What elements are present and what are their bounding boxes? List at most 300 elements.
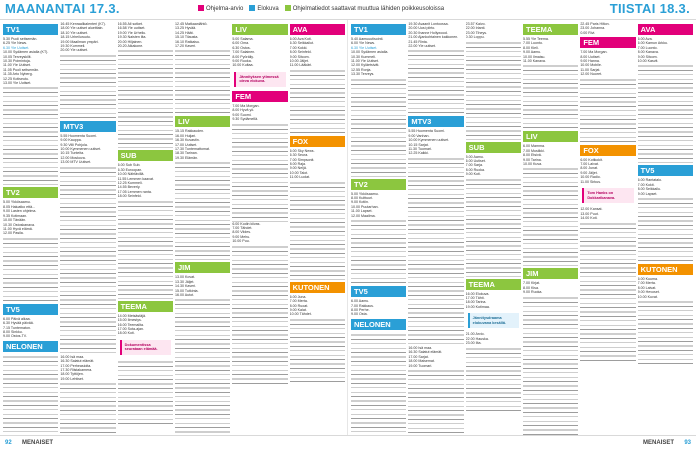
program-line: 9.00 Osta.: [351, 312, 368, 317]
program-line: 20.00 Hiljainen.: [117, 39, 143, 44]
program-line: 5.00 Ykkösaamu.: [3, 200, 31, 205]
program-line: 9.00 Ruoka.: [232, 59, 252, 64]
program-text-block: [118, 48, 173, 148]
program-text-block: [351, 218, 406, 284]
channel-header-ava: AVA: [290, 24, 345, 35]
program-text-block: [580, 77, 635, 143]
program-line: 8.00 Perhe.: [351, 307, 370, 312]
program-line: 7.00 Luonto.: [637, 45, 658, 50]
program-line: 11.55 Lemmen kaavat.: [117, 176, 154, 181]
program-line: 6.30 Yle Uutiset.: [351, 45, 378, 50]
left-column-3: [118, 22, 173, 435]
program-text-block: [290, 180, 345, 280]
program-line: 12.00 Pasila.: [3, 231, 24, 236]
program-text-block: [175, 48, 230, 114]
program-line: 22.45 Paris Hilton.: [580, 22, 610, 26]
program-line: 9.00 Ruoka.: [522, 290, 543, 295]
program-line: 6.30 Seikkailut.: [289, 41, 315, 46]
program-line: 11.00 Lääkäri.: [289, 63, 313, 68]
left-page-grid: [3, 22, 345, 435]
program-line: 12.00 Nuoret.: [580, 72, 603, 77]
program-line: 10.00 Sydämen asialla (KT).: [3, 50, 49, 55]
program-line: 11.00 Yle Uutiset.: [3, 63, 32, 68]
right-column-2: [408, 22, 463, 435]
right-page-grid: [351, 22, 693, 435]
program-line: 11.00 Kanava.: [522, 59, 546, 64]
program-line: 9.30 Sydämellä.: [232, 117, 259, 122]
program-line: 9.00 Tarina.: [522, 157, 542, 162]
program-line: 7.00 Laivat.: [580, 162, 599, 167]
program-line: 18.30 Tarinan.: [174, 151, 198, 156]
program-line: 9.30 Villi Pohjola.: [60, 142, 88, 147]
program-line: 18.00 Maisemat.: [408, 359, 435, 364]
program-line: 9.00 Lapset.: [637, 191, 658, 196]
program-line: 19.00 Kotimaa.: [465, 304, 490, 309]
program-line: 8.00 Pyöräily.: [232, 54, 254, 59]
program-line: 16.30 Kuvastin.: [174, 138, 200, 143]
program-line: 15.15 Rakkauden.: [174, 129, 205, 134]
program-line: 23.00 Ilta.: [465, 341, 482, 346]
program-line: 12.55 Ronja.: [351, 67, 372, 72]
promo-box: Dokumentissa seurataan elämää.: [120, 340, 171, 355]
channel-header-nelonen: NELONEN: [351, 319, 406, 330]
program-line: 17.00 Tähti.: [465, 296, 485, 301]
channel-header-kutonen: KUTONEN: [290, 282, 345, 293]
program-line: 6.00 Päivä alkaa.: [3, 316, 31, 321]
right-column-3: [466, 22, 521, 435]
program-text-block: [408, 156, 463, 346]
program-line: 13.00 MTV Uutiset.: [60, 160, 92, 165]
program-text-block: [408, 48, 463, 114]
program-line: 10.00 Jäljet.: [289, 59, 310, 64]
program-line: 5.00 Aamu.: [465, 154, 484, 159]
program-line: 6.00 Sky News.: [289, 148, 315, 153]
left-column-2: [60, 22, 115, 435]
program-line: 9.00 Koti.: [465, 172, 481, 177]
program-line: 18.10 Yle uutiset.: [60, 30, 89, 35]
channel-header-liv: LIV: [523, 131, 578, 142]
program-line: 10.00 Kuvat.: [637, 294, 658, 299]
program-line: 8.00 Ruoka.: [465, 167, 486, 172]
program-text-block: [175, 297, 230, 435]
program-line: 10.00 Tänään.: [3, 218, 27, 223]
program-line: 13.25 Hyvää.: [174, 26, 197, 31]
program-text-block: [118, 359, 173, 425]
program-line: 7.00 Ma Morgan.: [580, 50, 608, 55]
program-line: 8.00 Viides.: [232, 230, 252, 235]
channel-header-mtv3: MTV3: [60, 121, 115, 132]
channel-header-tv2: TV2: [3, 187, 58, 198]
channel-header-tv5: TV5: [3, 304, 58, 315]
channel-header-sub: SUB: [466, 142, 521, 153]
program-text-block: [3, 85, 58, 185]
left-column-4: [175, 22, 230, 435]
program-line: 14.55 Beverly.: [117, 185, 141, 190]
program-text-block: [523, 166, 578, 266]
program-line: 16.30 Salatut elämät.: [60, 359, 95, 364]
program-line: 9.00 Hevoset.: [637, 290, 660, 295]
program-line: 13.30 Jäljet.: [174, 279, 195, 284]
program-line: 13.00 Puut.: [580, 211, 599, 216]
program-line: 5.55 Huomenta Suomi.: [408, 129, 446, 134]
channel-header-kutonen: KUTONEN: [638, 264, 693, 275]
legend-item-rating: Ohjelma-arvio: [198, 5, 243, 12]
channel-header-mtv3: MTV3: [408, 116, 463, 127]
program-line: 8.00 Junat.: [580, 166, 599, 171]
program-line: 8.00 Laivat.: [637, 285, 657, 290]
program-line: 16.00 Teemailta.: [117, 322, 144, 327]
page-footer: [0, 435, 696, 450]
program-line: 8.00 Hyvä yö.: [232, 108, 255, 113]
program-text-block: [408, 368, 463, 434]
program-line: 10.00 Radio.: [580, 175, 601, 180]
program-line: 19.00 Lehtiset.: [60, 376, 84, 381]
program-line: 11.00 Luolat.: [289, 175, 311, 180]
program-line: 19.00 Tuomari.: [408, 363, 433, 368]
program-line: 6.00 Kamun Arkku.: [637, 41, 669, 46]
channel-header-fem: FEM: [580, 37, 635, 48]
channel-header-liv: LIV: [175, 116, 230, 127]
program-line: 11.30 Tuomari.: [408, 147, 433, 152]
program-line: 8.00 Uutiset.: [580, 54, 601, 59]
program-line: 8.00 Kisa.: [522, 285, 539, 290]
program-line: 10.30 Kummeli.: [351, 54, 376, 59]
channel-header-tv1: TV1: [351, 24, 406, 35]
program-line: 9.00 Kalat.: [289, 307, 307, 312]
program-line: 6.00 Ava.: [637, 37, 653, 41]
program-line: 8.00 Ruoat.: [289, 303, 309, 308]
program-line: 6.00 Uutiset.: [465, 159, 486, 164]
promo-box: Tom Hanks on Dokkarikanava.: [582, 188, 633, 203]
program-text-block: [3, 354, 58, 435]
program-line: 6.30 Euroopan.: [117, 167, 143, 172]
program-line: 21.00 Ajankohtainen kakkonen.: [408, 35, 459, 40]
program-line: 17.05 Lemmen ranta.: [117, 189, 152, 194]
program-line: 7.00 Kirjat.: [522, 281, 541, 286]
program-text-block: [466, 40, 521, 140]
program-line: 16.00 Elokuva.: [465, 291, 490, 296]
program-line: 10.00 Puutarhan.: [351, 204, 379, 209]
program-line: 10.00 Puu.: [232, 239, 250, 244]
program-line: 12.00 Moskova.: [60, 155, 86, 160]
program-line: 12.45 Matkaanlähtö.: [174, 22, 208, 26]
program-line: 6.00 Rantatalo.: [637, 178, 663, 183]
program-line: 11.00 Yle Uutiset.: [351, 59, 380, 64]
program-line: 9.00 Aamu.: [522, 50, 542, 55]
right-column-6: [638, 22, 693, 435]
rating-swatch-icon: [198, 5, 204, 11]
program-line: 16.58 Yle uutiset.: [117, 26, 146, 31]
channel-header-jim: JIM: [175, 262, 230, 273]
program-line: 12.00 Maailma.: [351, 213, 376, 218]
program-line: 7.00 Tähdet.: [232, 226, 253, 231]
film-swatch-icon: [249, 5, 255, 11]
program-text-block: [232, 244, 287, 384]
program-line: 7.00 Merta.: [637, 281, 656, 286]
program-text-block: [290, 317, 345, 383]
program-text-block: [232, 122, 287, 222]
program-line: 16.10 Ratkaisu.: [174, 39, 200, 44]
day-title-left: MAANANTAI 17.3.: [5, 1, 120, 16]
program-line: 16.00 Huijari.: [174, 133, 197, 138]
program-text-block: [118, 199, 173, 299]
program-line: 14.25 Häät.: [174, 30, 194, 35]
program-line: 7.00 Kokki.: [289, 45, 308, 50]
program-line: 18.00 Tarina.: [465, 300, 487, 305]
program-line: 15.10 Tilausta.: [174, 35, 199, 40]
channel-header-tv2: TV2: [351, 179, 406, 190]
program-line: 19.00 Yle Urheilu.: [117, 30, 147, 35]
program-line: 6.00 Kotikokit.: [580, 157, 603, 162]
program-line: 16.00 Isä maa.: [60, 354, 85, 359]
program-text-block: [638, 196, 693, 262]
program-line: 10.00 Kultaa.: [232, 63, 254, 68]
program-line: 10.00 Mobile.: [580, 63, 602, 68]
promo-box: Jännitysdraama elokuvana kesällä.: [468, 313, 519, 328]
program-line: 7.00 Kokit.: [637, 182, 655, 187]
program-line: 7.00 Sarja.: [465, 163, 484, 168]
program-line: 20.30 Ihanne Hollywood.: [408, 30, 448, 35]
program-line: 6.00 Ava Koti.: [289, 37, 312, 41]
program-line: 9.00 Jäljet.: [580, 170, 598, 175]
program-line: 5.40 Aamuuutisointi.: [351, 37, 384, 41]
program-line: 7.00 Ma Morgan.: [232, 104, 260, 109]
program-line: 9.00 Vanhan.: [408, 133, 430, 138]
program-line: 8.00 Sinkku.: [3, 329, 23, 334]
program-text-block: [60, 53, 115, 119]
program-line: 7.00 Merta.: [289, 299, 308, 304]
program-line: 13.00 Yle Uutiset.: [3, 81, 32, 86]
program-line: 9.00 Sitcom.: [289, 54, 310, 59]
program-line: 22.00 Yle uutiset.: [408, 44, 437, 49]
right-column-5: [580, 22, 635, 435]
program-line: 20.00 Yle uutiset.: [60, 48, 89, 53]
channel-header-ava: AVA: [638, 24, 693, 35]
program-line: 6.30 Yle Uutiset.: [3, 45, 30, 50]
program-line: 10.15 Sarjat.: [408, 142, 429, 147]
program-line: 18.00 Tyttöjen.: [60, 372, 84, 377]
channel-header-liv-2: LIV: [232, 24, 287, 35]
program-line: 6.00 Kuuma.: [637, 277, 659, 282]
page-number-left: 92: [5, 440, 12, 446]
program-line: 22.00 Hauska.: [465, 336, 489, 341]
channel-header-tv5: TV5: [638, 165, 693, 176]
program-line: 5.55 Yle Teema.: [522, 37, 549, 41]
program-line: 8.00 Etsivä.: [522, 153, 542, 158]
program-line: 8.00 Kulttuuri.: [351, 196, 374, 201]
program-line: 19.30 Naisten ilta.: [117, 35, 147, 40]
program-line: 21.00 Arvio.: [465, 332, 485, 337]
program-line: 17.30 Riistakamera.: [60, 367, 93, 372]
program-line: 23.57 Kaivo.: [465, 22, 486, 26]
program-line: 19.30 Elämän.: [174, 155, 199, 160]
program-line: 12.25 Kaikki.: [408, 151, 429, 156]
left-column-5: [232, 22, 287, 435]
program-line: 10.15 Tunteita.: [60, 151, 85, 156]
program-line: 7.00 Simpsonit.: [289, 157, 315, 162]
program-line: 10.05 Terveyskilit.: [3, 54, 32, 59]
program-line: 8.05 Haluatko että...: [3, 204, 36, 209]
program-line: 14.30 Kaveri.: [174, 284, 197, 289]
program-line: 9.00 Neljä.: [289, 166, 307, 171]
magazine-name-right: MENAISET: [642, 440, 674, 446]
program-line: 11.00 Sirkus.: [580, 179, 602, 184]
channel-header-fox: FOX: [290, 136, 345, 147]
program-line: 7.00 Rakkaus.: [351, 303, 374, 308]
program-line: 7.00 Musiikki.: [522, 148, 545, 153]
program-line: 12.25 Kummeli.: [117, 181, 143, 186]
program-line: 9.00 Sitcom.: [637, 54, 658, 59]
channel-header-sub: SUB: [118, 150, 173, 161]
program-line: 13.00 Kovat.: [174, 275, 196, 280]
program-line: 6.25 Yle News.: [3, 41, 28, 46]
page-header: [0, 0, 696, 20]
program-text-block: [290, 68, 345, 134]
legend-item-notice: Ohjelmatiedot saattavat muuttua lähiden poikkeusoloissa: [285, 5, 444, 12]
program-line: 11.00 Hyvä elämä.: [3, 226, 33, 231]
program-line: 17.30 Tuntemattomat.: [174, 147, 210, 152]
program-line: 16.55 Ali sotket.: [117, 22, 144, 26]
program-text-block: [466, 346, 521, 412]
program-text-block: [60, 165, 115, 355]
program-line: 10.00 Ilmaisu.: [522, 54, 546, 59]
program-line: 6.00 Oma.: [232, 41, 250, 46]
program-line: 8.00 Raja.: [289, 162, 307, 167]
program-line: 7.00 Salainen.: [232, 50, 256, 55]
legend: [198, 5, 444, 12]
program-line: 8.00 Kanava.: [637, 50, 659, 55]
left-column-1: [3, 22, 58, 435]
notice-swatch-icon: [285, 5, 291, 11]
right-column-4: [523, 22, 578, 435]
program-line: 18.15 Urheiluruutu.: [60, 35, 91, 40]
channel-header-teema: TEEMA: [118, 301, 173, 312]
program-line: 15.00 Ilmestys.: [117, 318, 142, 323]
right-column-1: [351, 22, 406, 435]
program-line: 6.00 Juna.: [289, 294, 307, 299]
program-line: 8.00 Seikkailu.: [637, 187, 662, 192]
program-line: 13.30 Terveys.: [351, 72, 375, 77]
channel-header-teema-2: TEEMA: [523, 24, 578, 35]
page-number-right: 93: [684, 440, 691, 446]
program-line: 21.45 Rinta.: [408, 39, 428, 44]
page-gutter: [347, 20, 348, 435]
program-line: 11.05 Puoli seitsemän.: [3, 67, 40, 72]
day-title-right: TIISTAI 18.3.: [609, 1, 690, 16]
program-line: 7.00 Luonto.: [522, 41, 543, 46]
program-line: 16.45 Kenraalikalenteri (K7).: [60, 22, 106, 26]
program-line: 18.00 Yle uutiset alueittain.: [60, 26, 104, 31]
program-line: 10.00 Sydämen asialla.: [351, 50, 389, 55]
program-line: 6.00 Sub Sub.: [117, 163, 141, 168]
program-text-block: [60, 381, 115, 435]
program-text-block: [175, 160, 230, 260]
program-line: 15.00 Tutkinta.: [174, 288, 199, 293]
program-line: 0.30 Loppu.: [465, 35, 485, 40]
program-line: 10.00 Nähtävillä.: [117, 172, 145, 177]
program-text-block: [638, 63, 693, 163]
program-line: 10.00 Kymmenen uutiset.: [408, 138, 450, 143]
program-line: 10.00 Tähdet.: [289, 312, 312, 317]
program-line: 5.00 Salama.: [232, 37, 254, 41]
channel-header-tv5: TV5: [351, 286, 406, 297]
program-line: 10.00 Talot.: [289, 170, 309, 175]
program-line: 8.00 Seinfeld.: [289, 50, 312, 55]
program-line: 6.30 Ostos.: [232, 45, 251, 50]
program-text-block: [466, 177, 521, 277]
program-line: 11.00 Sarjat.: [580, 67, 601, 72]
program-line: 9.00 Hanna.: [580, 59, 600, 64]
program-line: 16.30 Salatut elämät.: [408, 350, 443, 355]
program-line: 6.00 Kodin kiivas.: [232, 221, 261, 226]
program-line: 17.00 Sarjat.: [408, 354, 429, 359]
program-text-block: [3, 236, 58, 302]
program-line: 9.00 Ostos-TV.: [3, 334, 27, 339]
program-line: 10.00 Kymmenen uutiset.: [60, 147, 102, 152]
program-line: 9.00 Lasten ohjelma.: [3, 209, 37, 214]
program-text-block: [523, 63, 578, 129]
program-line: 9.35 Kotimaan.: [3, 213, 28, 218]
program-line: 5.55 Huomenta Suomi.: [60, 133, 98, 138]
program-line: 23.00 Tiheys.: [465, 30, 488, 35]
program-line: 11.00 Lapset.: [351, 209, 373, 214]
program-line: 6.00 Yle News.: [351, 41, 376, 46]
program-line: 10.30 Ostoskanava.: [3, 222, 35, 227]
program-text-block: [580, 221, 635, 361]
program-line: 5.30 Puoli seitsemän.: [3, 37, 38, 41]
program-line: 6.30 Hyvää päivää.: [3, 321, 34, 326]
program-text-block: [351, 77, 406, 177]
program-line: 10.30 Poimintoja.: [3, 59, 31, 64]
program-line: 22.00 Irlanti.: [465, 26, 486, 31]
program-line: 10.00 Kasvit.: [637, 59, 659, 64]
program-text-block: [351, 332, 406, 435]
legend-item-film: Elokuva: [249, 5, 278, 12]
program-line: 20.20 Aikakone.: [117, 44, 144, 49]
program-line: 20.00 Uusi piirto.: [408, 26, 436, 31]
magazine-name-left: MENAISET: [22, 440, 54, 446]
channel-header-fem: FEM: [232, 91, 287, 102]
program-line: 6.00 Mamma.: [522, 144, 545, 149]
program-line: 19.30 Avaanit Lontoossa.: [408, 22, 449, 26]
program-line: 10.00 Kuva.: [522, 162, 543, 167]
program-line: 12.25 Kotiseutu.: [3, 76, 29, 81]
program-line: 0.00 Rivi.: [580, 30, 596, 35]
program-text-block: [523, 295, 578, 435]
program-line: 18.00 Seinfeld.: [117, 194, 142, 199]
program-line: 16.00 Autot.: [174, 292, 195, 297]
program-line: 17.00 Uutiset.: [174, 142, 198, 147]
program-line: 17.00 Perheasioita.: [60, 363, 92, 368]
program-line: 16.00 Isä maa.: [408, 345, 433, 350]
program-line: 8.00 Kieli.: [522, 45, 539, 50]
channel-header-tv1: TV1: [3, 24, 58, 35]
program-line: 18.00 Koti.: [117, 331, 135, 336]
program-line: 5.00 Ykkösaamu.: [351, 191, 379, 196]
program-line: 11.35 Arto Nyberg.: [3, 72, 33, 77]
program-text-block: [638, 299, 693, 365]
program-line: 9.00 Kotiin.: [351, 200, 369, 205]
program-line: 9.00 Suomi.: [232, 112, 252, 117]
channel-header-fox: FOX: [580, 145, 635, 156]
program-list: [3, 37, 58, 85]
program-line: 17.00 Sota-ajan.: [117, 326, 145, 331]
program-line: 9.00 Mehu.: [232, 234, 251, 239]
left-column-6: [290, 22, 345, 435]
program-line: 6.30 Seura.: [289, 153, 309, 158]
program-line: 19.00 Maailman ympäri.: [60, 39, 99, 44]
program-line: 14.00 Koti.: [580, 216, 598, 221]
